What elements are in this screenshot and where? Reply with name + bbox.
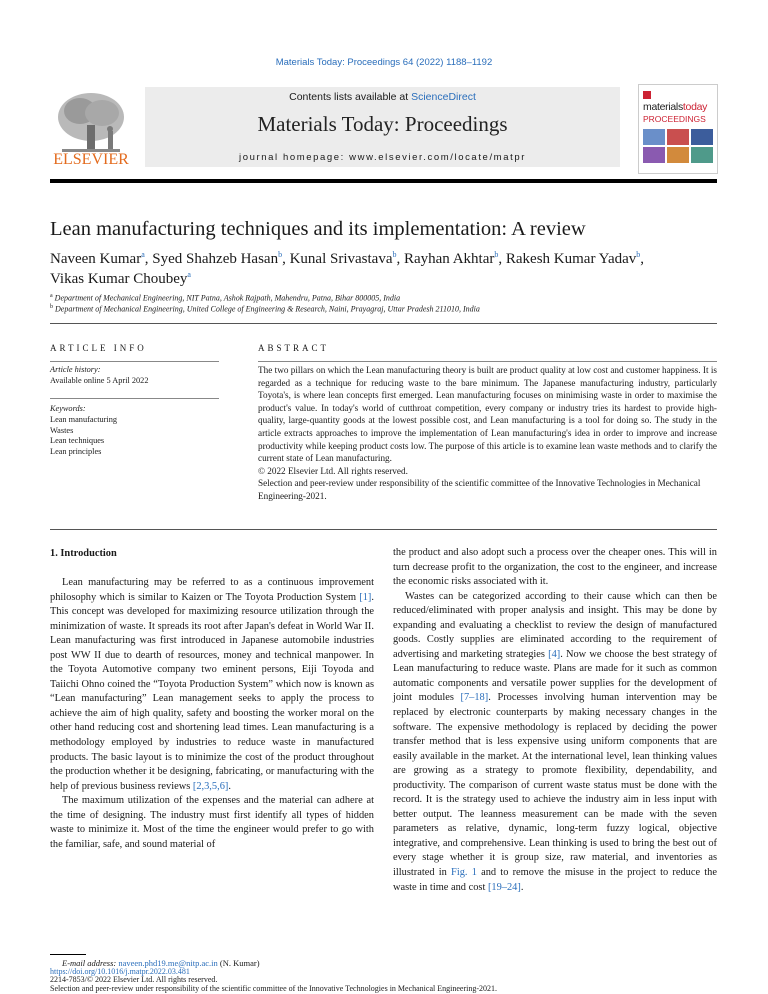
affiliation-b: $^b$ Department of Mechanical Engineering, United College of Engineering & Research, Naini, Prayagraj, Uttar Pradesh 211010, India xyxy=(50,304,480,314)
keyword-item: Lean techniques xyxy=(50,436,105,445)
footnote-rule xyxy=(50,954,86,955)
homepage-prefix: journal homepage: xyxy=(239,152,350,163)
cover-brand: materialstoday xyxy=(643,101,708,113)
author-name[interactable]: Rayhan Akhtar xyxy=(403,251,495,267)
citation-link[interactable]: [19–24] xyxy=(487,881,521,893)
homepage-url-link[interactable]: www.elsevier.com/locate/matpr xyxy=(349,152,526,163)
journal-citation-link[interactable]: Materials Today: Proceedings 64 (2022) 1188–1192 xyxy=(275,57,493,68)
keyword-item: Lean principles xyxy=(50,446,102,456)
abstract-block xyxy=(258,364,717,503)
meta-divider xyxy=(50,323,717,324)
author-sup[interactable]: b xyxy=(636,250,641,259)
elsevier-wordmark: ELSEVIER xyxy=(53,151,129,168)
author-email-footnote: E-mail address: naveen.phd19.me@nitp.ac.in (N. Kumar) xyxy=(62,958,260,969)
contents-line xyxy=(145,91,620,103)
abstract-heading: ABSTRACT xyxy=(258,343,330,353)
author-list-line2 xyxy=(50,270,191,288)
header-divider xyxy=(50,179,717,183)
author-sup[interactable]: b xyxy=(278,250,283,259)
affiliation-a: $^a$ Department of Mechanical Engineering, NIT Patna, Ashok Rajpath, Mahendru, Patna, Bihar 800005, India xyxy=(50,293,401,303)
citation-link[interactable]: [2,3,5,6] xyxy=(192,780,229,792)
section-heading-introduction: 1. Introduction xyxy=(50,548,117,559)
author-name[interactable]: Kunal Srivastava xyxy=(289,251,393,267)
author-sup[interactable]: b xyxy=(392,250,397,259)
email-link[interactable]: naveen.phd19.me@nitp.ac.in xyxy=(118,958,218,969)
body-paragraph: the product and also adopt such a process over the cheaper ones. This will in turn decrease profit to the organization, the cost to the engineer, and increase the economic risks associated with it. xyxy=(393,547,717,588)
footer-review-note: Selection and peer-review under responsibility of the scientific committee of the Innovative Technologies in Mechanical Engineering-2021. xyxy=(50,983,497,993)
cover-proceedings: PROCEEDINGS xyxy=(643,114,706,124)
figure-link[interactable]: Fig. 1 xyxy=(451,867,477,879)
author-sup[interactable]: a xyxy=(187,270,191,279)
keyword-item: Lean manufacturing xyxy=(50,415,118,424)
doi-link[interactable]: https://doi.org/10.1016/j.matpr.2022.03.481 xyxy=(50,966,190,976)
journal-cover-thumbnail[interactable] xyxy=(638,84,718,174)
article-title: Lean manufacturing techniques and its implementation: A review xyxy=(50,218,586,240)
abstract-text: The two pillars on which the Lean manufacturing theory is built are product quality at low cost and customer happiness. It is regarded as a technique for reducing waste to the bare minimum. The Japanese manufacturing industry, particularly Toyota's, is where lean concepts first emerged. Lean manufacturing focuses on minimising waste in order to maximise the product's value. In today's world of cutthroat competition, every company or industry tries its hardest to provide high-quality, large-quantity goods at the lowest possible cost, and Lean manufacturing is a tool for doing so. The study in the article extracts approaches to improve the implementation of Lean manufacturing's idea in order to improve and increase productivity while keeping product costs low. The purpose of this article is to examine lean waste methods and to clarify the current state of Lean manufacturing. xyxy=(258,365,717,464)
citation-link[interactable]: [7–18] xyxy=(460,692,489,704)
author-sup[interactable]: b xyxy=(494,250,499,259)
keyword-item: Wastes xyxy=(50,425,74,435)
keywords-label: Keywords: xyxy=(50,404,86,413)
journal-title: Materials Today: Proceedings xyxy=(257,112,508,136)
article-info-rule xyxy=(50,361,219,362)
history-value: Available online 5 April 2022 xyxy=(50,376,149,385)
body-divider xyxy=(50,529,717,530)
author-sup[interactable]: a xyxy=(141,250,145,259)
body-column-right xyxy=(393,546,717,895)
body-paragraph: Wastes can be categorized according to their cause which can then be reduced/eliminated with proper analysis and insight. This may be done by expanding and evaluating a checklist to review the design of manufactured goods. Costly supplies are eliminated according to the requirement of advertising and marketing strategies [4]. Now we choose the best strategy of Lean manufacturing to reduce waste. Plans are made for it such as common automatic components and versatile power supplies for the development of joint modules [7–18]. Processes involving human intervention may be replaced by electronic counterparts by making necessary changes in the software. The expensive methodology is replaced by deciding the power transfer method that is less expensive using uniform components that are easily available in the market. At the international level, lean thinking values are growing as a strategy to promote flexibility, dependability, and productivity. The comparison of current waste status must be done with the record. It is the strategy used to achieve the industry aim in less input with better output. The leanness measurement can be made with the seven parameters as relative, dynamic, long-term fuzzy logical, objective integrative, and comprehensive. Lean thinking is used to bring the best out of every stage whether it is group size, raw material, and inventories as illustrated in Fig. 1 and to remove the misuse in the project to reduce the waste in time and cost [19–24]. xyxy=(393,590,717,893)
keywords-rule xyxy=(50,398,219,399)
abstract-rule xyxy=(258,361,717,362)
journal-homepage xyxy=(145,152,620,163)
citation-link[interactable]: [4] xyxy=(548,648,561,660)
body-column-left xyxy=(50,576,374,852)
cover-image-grid xyxy=(643,129,713,163)
author-name[interactable]: Syed Shahzeb Hasan xyxy=(152,251,279,267)
body-paragraph: The maximum utilization of the expenses and the material can adhere at the time of designing. The industry must first identify all types of hidden waste to minimize it. Most of the time the engineer would prefer to go with the familiar, safe, and sound material of xyxy=(50,795,374,850)
contents-prefix: Contents lists available at xyxy=(289,91,412,103)
citation-link[interactable]: [1] xyxy=(359,591,372,603)
author-name[interactable]: Naveen Kumar xyxy=(50,251,142,267)
sciencedirect-link[interactable]: ScienceDirect xyxy=(411,91,476,103)
history-label: Article history: xyxy=(50,365,101,374)
article-info-heading: ARTICLE INFO xyxy=(50,343,147,353)
author-name[interactable]: Rakesh Kumar Yadav xyxy=(505,251,637,267)
author-name[interactable]: Vikas Kumar Choubey xyxy=(50,271,188,287)
abstract-review-note: Selection and peer-review under responsibility of the scientific committee of the Innovative Technologies in Mechanical Engineering-2021. xyxy=(258,478,701,501)
issn-line: 2214-7853/© 2022 Elsevier Ltd. All rights reserved. xyxy=(50,975,218,985)
body-paragraph: Lean manufacturing may be referred to as a continuous improvement philosophy which is similar to Kaizen or The Toyota Production System [1]. This concept was developed for maximizing resource utilization through the minimization of waste. It spreads its root after Japan's defeat in World War II. Lean manufacturing was first introduced in Japanese automobile industries post WW II due to dearth of resources, money and technical manpower. In the Toyota Automotive company two eminent persons, Eiji Toyoda and Taiichi Ohno coined the “Toyota Production System” which now is known as “Lean manufacturing” Lean management seeks to apply the process to achieve the aim of high quality, safety and boosting the worker moral on the other hand reducing cost and shortening lead times. Lean manufacturing is a methodology employed by industries to reduce waste in manufactured products. The basic layout is to minimize the cost of the product throughout the production whether it be designing, fabricating, or manufacturing with the help of previous business reviews [2,3,5,6]. xyxy=(50,577,374,792)
abstract-copyright: © 2022 Elsevier Ltd. All rights reserved. xyxy=(258,465,408,476)
elsevier-logo xyxy=(50,89,132,173)
cover-mark-icon xyxy=(643,91,651,99)
author-list-line1: Naveen Kumar$^a$, Syed Shahzeb Hasan$^b$, Kunal Srivastava$^b$, Rayhan Akhtar$^b$, Rakesh Kumar Yadav$^b$, xyxy=(50,250,645,267)
